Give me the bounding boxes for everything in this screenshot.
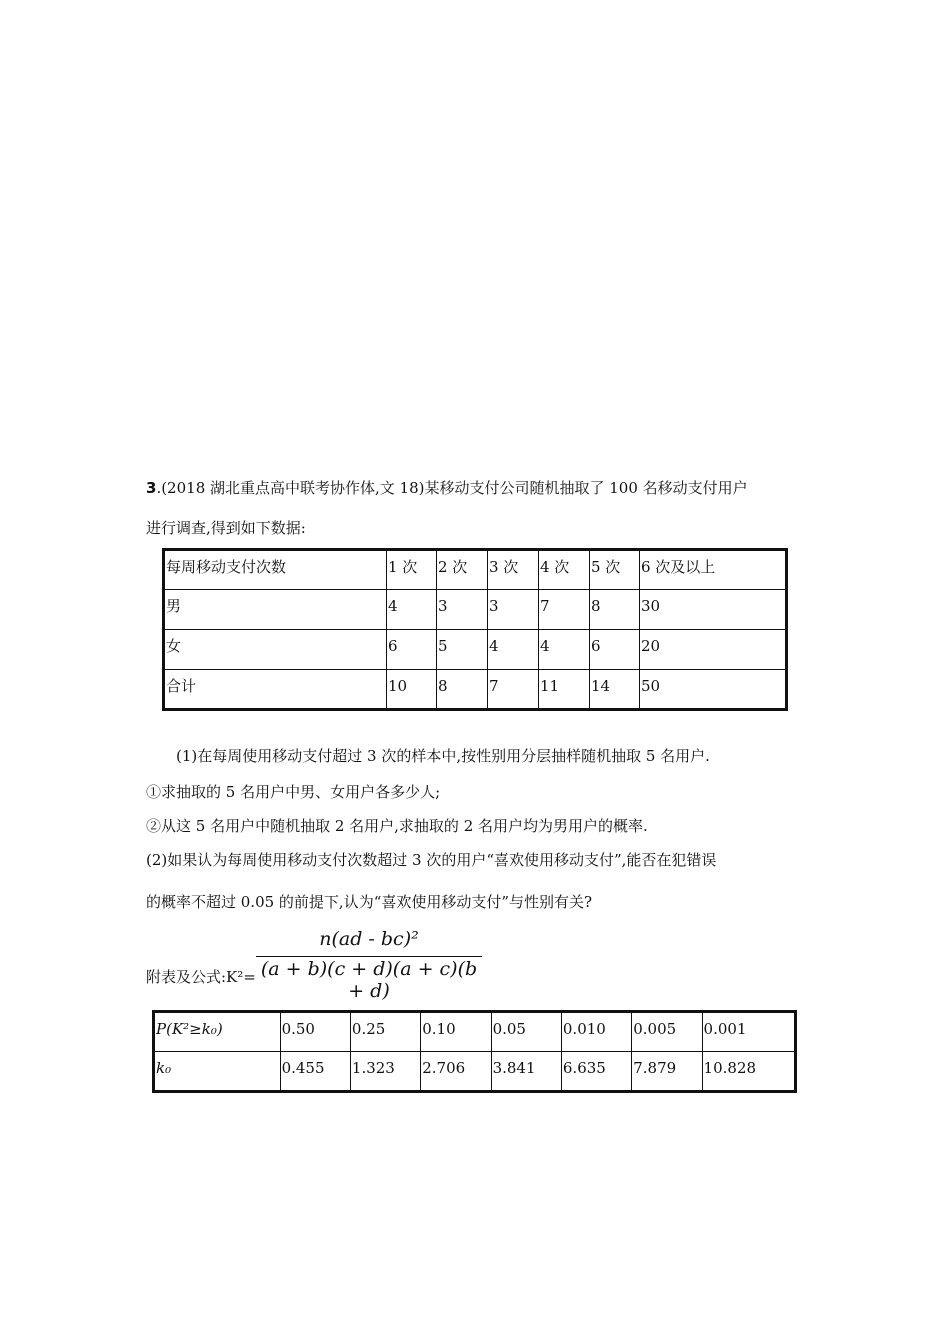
table-cell: 6 — [387, 630, 437, 670]
table-cell: 4 — [488, 630, 539, 670]
table-cell: 8 — [437, 670, 488, 710]
table-cell: 10.828 — [702, 1052, 795, 1092]
table-cell: 7 — [488, 670, 539, 710]
table-cell: 14 — [590, 670, 640, 710]
table-cell: 4 — [387, 590, 437, 630]
row-label: P(K²≥k₀) — [154, 1012, 281, 1052]
header-cell: 6 次及以上 — [640, 550, 787, 590]
problem-number: 3 — [146, 479, 157, 497]
table-cell: 10 — [387, 670, 437, 710]
formula-label: 附表及公式:K²= — [146, 968, 256, 986]
header-cell: 4 次 — [539, 550, 590, 590]
header-cell: 5 次 — [590, 550, 640, 590]
table-cell: 女 — [164, 630, 387, 670]
table-cell: 0.005 — [632, 1012, 702, 1052]
table-cell: 11 — [539, 670, 590, 710]
header-cell: 2 次 — [437, 550, 488, 590]
table-cell: 7.879 — [632, 1052, 702, 1092]
table-cell: 0.455 — [280, 1052, 350, 1092]
table-cell: 0.10 — [421, 1012, 491, 1052]
table-cell: 3 — [488, 590, 539, 630]
question-1: (1)在每周使用移动支付超过 3 次的样本中,按性别用分层抽样随机抽取 5 名用户. — [176, 747, 710, 765]
problem-line-1 — [146, 478, 748, 498]
question-1b: ②从这 5 名用户中随机抽取 2 名用户,求抽取的 2 名用户均为男用户的概率. — [146, 817, 648, 835]
table-cell: 6 — [590, 630, 640, 670]
formula-numerator: n(ad - bc)² — [319, 928, 419, 950]
table-cell: 5 — [437, 630, 488, 670]
table-row — [154, 1052, 796, 1092]
table-cell: 8 — [590, 590, 640, 630]
table-cell: 1.323 — [350, 1052, 420, 1092]
table-row — [164, 630, 787, 670]
question-1a: ①求抽取的 5 名用户中男、女用户各多少人; — [146, 783, 441, 801]
critical-value-table — [152, 1010, 797, 1093]
table-cell: 50 — [640, 670, 787, 710]
table-cell: 男 — [164, 590, 387, 630]
table-row — [164, 670, 787, 710]
table-cell: 0.010 — [561, 1012, 631, 1052]
table-cell: 0.50 — [280, 1012, 350, 1052]
problem-line-2: 进行调查,得到如下数据: — [146, 519, 306, 537]
question-2-line-2: 的概率不超过 0.05 的前提下,认为“喜欢使用移动支付”与性别有关? — [146, 893, 593, 911]
table-header-row — [164, 550, 787, 590]
question-2-line-1: (2)如果认为每周使用移动支付次数超过 3 次的用户“喜欢使用移动支付”,能否在犯错误 — [146, 851, 717, 869]
fraction-bar — [256, 956, 482, 957]
table-row — [164, 590, 787, 630]
survey-table — [162, 548, 788, 711]
header-cell: 3 次 — [488, 550, 539, 590]
table-cell: 20 — [640, 630, 787, 670]
table-cell: 合计 — [164, 670, 387, 710]
formula-denominator: (a + b)(c + d)(a + c)(b + d) — [260, 958, 478, 1002]
table-cell: 4 — [539, 630, 590, 670]
table-cell: 0.001 — [702, 1012, 795, 1052]
header-cell: 每周移动支付次数 — [164, 550, 387, 590]
table-cell: 2.706 — [421, 1052, 491, 1092]
table-cell: 3 — [437, 590, 488, 630]
row-label: k₀ — [154, 1052, 281, 1092]
table-cell: 6.635 — [561, 1052, 631, 1092]
table-cell: 30 — [640, 590, 787, 630]
table-row — [154, 1012, 796, 1052]
table-cell: 0.05 — [491, 1012, 561, 1052]
table-cell: 0.25 — [350, 1012, 420, 1052]
problem-source-text: .(2018 湖北重点高中联考协作体,文 18)某移动支付公司随机抽取了 100 名移动支付用户 — [156, 479, 748, 497]
header-cell: 1 次 — [387, 550, 437, 590]
table-cell: 7 — [539, 590, 590, 630]
table-cell: 3.841 — [491, 1052, 561, 1092]
